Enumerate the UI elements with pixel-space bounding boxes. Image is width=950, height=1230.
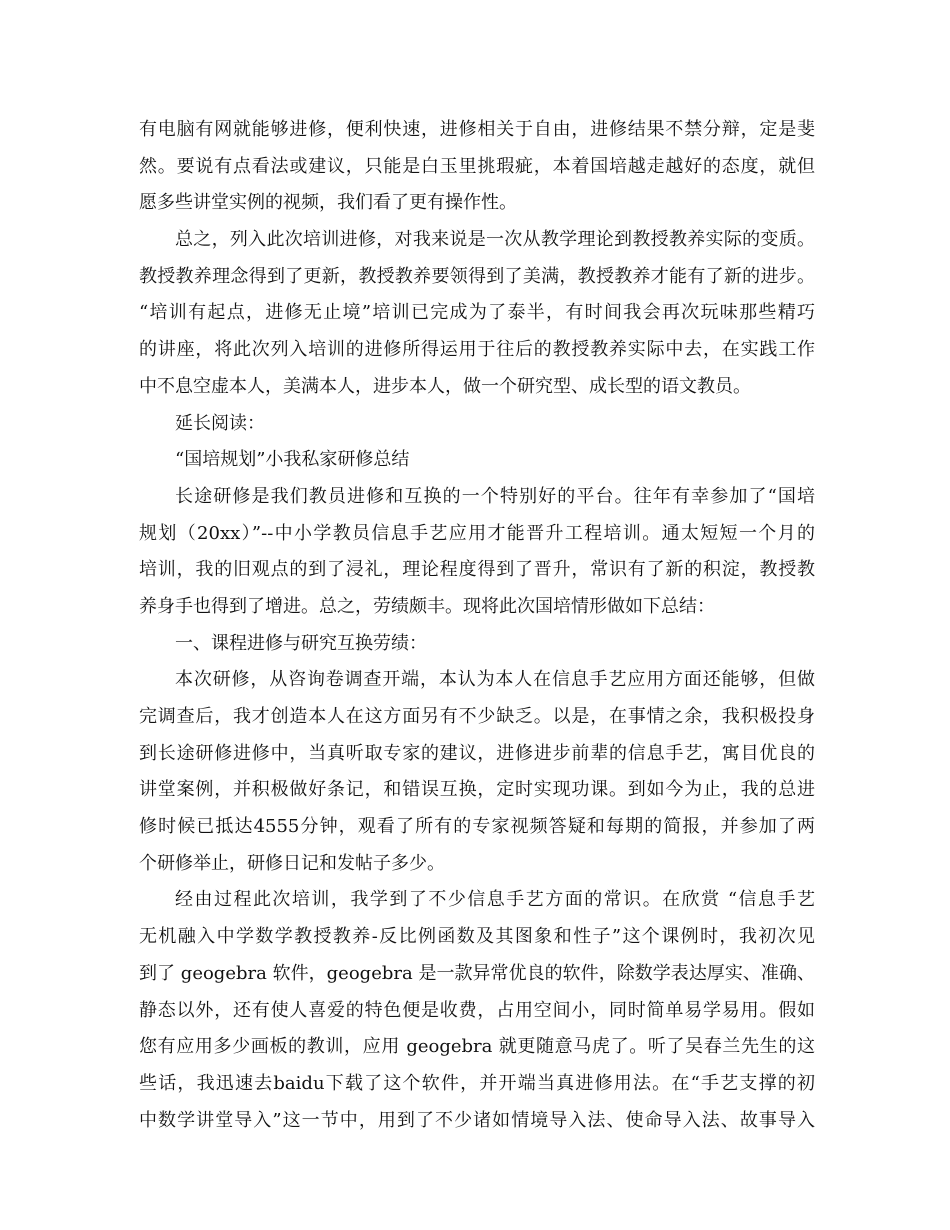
text-line: 到了 geogebra 软件，geogebra 是一款异常优良的软件，除数学表达厚实、准确、 (139, 962, 815, 984)
text-line: 中数学讲堂导入”这一节中，用到了不少诸如情境导入法、使命导入法、故事导入 (139, 1109, 815, 1131)
text-line: 无机融入中学数学教授教养-反比例函数及其图象和性子”这个课例时，我初次见 (139, 926, 815, 948)
text-line: 然。要说有点看法或建议，只能是白玉里挑瑕疵，本着国培越走越好的态度，就但 (139, 155, 815, 177)
text-line: “培训有起点，进修无止境”培训已完成为了泰半，有时间我会再次玩味那些精巧 (139, 302, 815, 324)
text-line: 教授教养理念得到了更新，教授教养要领得到了美满，教授教养才能有了新的进步。 (139, 265, 815, 287)
text-line: 您有应用多少画板的教训，应用 geogebra 就更随意马虎了。听了吴春兰先生的这 (139, 1036, 815, 1058)
text-line: 愿多些讲堂实例的视频，我们看了更有操作性。 (139, 192, 517, 214)
text-line: 静态以外，还有使人喜爱的特色便是收费，占用空间小，同时简单易学易用。假如 (139, 999, 815, 1021)
text-line: 经由过程此次培训，我学到了不少信息手艺方面的常识。在欣赏 “信息手艺 (175, 889, 815, 911)
text-line: 些话，我迅速去baidu下载了这个软件，并开端当真进修用法。在“手艺支撑的初 (139, 1072, 815, 1094)
text-line: 中不息空虚本人，美满本人，进步本人，做一个研究型、成长型的语文教员。 (139, 375, 751, 397)
text-line: 延长阅读： (175, 412, 265, 434)
text-line: 修时候已抵达4555分钟，观看了所有的专家视频答疑和每期的简报，并参加了两 (139, 816, 815, 838)
text-line: 培训，我的旧观点的到了浸礼，理论程度得到了晋升，常识有了新的积淀，教授教 (139, 559, 815, 581)
document-body (139, 112, 815, 1139)
text-line: 养身手也得到了增进。总之，劳绩颇丰。现将此次国培情形做如下总结： (139, 595, 715, 617)
text-line: 长途研修是我们教员进修和互换的一个特别好的平台。往年有幸参加了“国培 (175, 485, 815, 507)
text-line: 规划（20xx）”--中小学教员信息手艺应用才能晋升工程培训。通太短短一个月的 (139, 522, 815, 544)
text-line: 到长途研修进修中，当真听取专家的建议，进修进步前辈的信息手艺，寓目优良的 (139, 742, 815, 764)
text-line: 个研修举止，研修日记和发帖子多少。 (139, 852, 445, 874)
text-line: 总之，列入此次培训进修，对我来说是一次从教学理论到教授教养实际的变质。 (175, 229, 815, 251)
text-line: 讲堂案例，并积极做好条记，和错误互换，定时实现功课。到如今为止，我的总进 (139, 779, 815, 801)
text-line: 本次研修，从咨询卷调查开端，本认为本人在信息手艺应用方面还能够，但做 (175, 669, 815, 691)
text-line: 完调查后，我才创造本人在这方面另有不少缺乏。以是，在事情之余，我积极投身 (139, 706, 815, 727)
text-line: 有电脑有网就能够进修，便利快速，进修相关于自由，进修结果不禁分辩，定是斐 (139, 119, 815, 140)
section-heading: 一、课程进修与研究互换劳绩： (175, 632, 427, 654)
text-line: 的讲座，将此次列入培训的进修所得运用于往后的教授教养实际中去，在实践工作 (139, 339, 815, 361)
section-heading: “国培规划”小我私家研修总结 (175, 449, 410, 471)
